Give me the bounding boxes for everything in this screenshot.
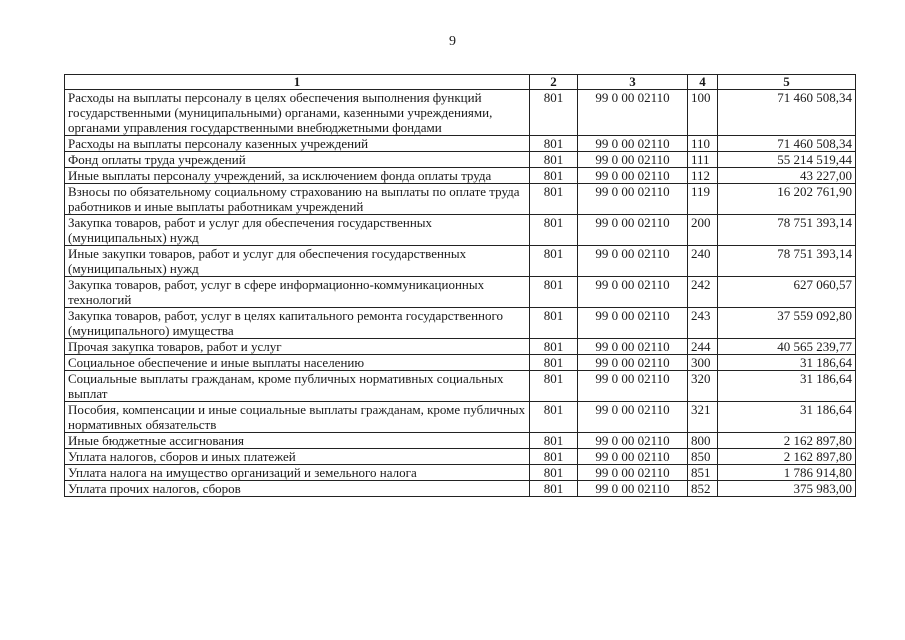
cell-section: 801 [530, 449, 578, 465]
cell-sum: 16 202 761,90 [718, 184, 856, 215]
table-row [65, 308, 856, 339]
cell-sum: 55 214 519,44 [718, 152, 856, 168]
cell-sum: 71 460 508,34 [718, 90, 856, 136]
cell-name: Уплата налогов, сборов и иных платежей [65, 449, 530, 465]
cell-name: Иные бюджетные ассигнования [65, 433, 530, 449]
cell-expense-type: 243 [688, 308, 718, 339]
header-name: 1 [65, 75, 530, 90]
table-row [65, 168, 856, 184]
table-row [65, 465, 856, 481]
cell-name: Закупка товаров, работ, услуг в сфере информационно-коммуникационных технологий [65, 277, 530, 308]
cell-sum: 31 186,64 [718, 355, 856, 371]
cell-target-code: 99 0 00 02110 [578, 481, 688, 497]
cell-target-code: 99 0 00 02110 [578, 90, 688, 136]
cell-expense-type: 200 [688, 215, 718, 246]
cell-name: Уплата прочих налогов, сборов [65, 481, 530, 497]
table-row [65, 339, 856, 355]
cell-sum: 2 162 897,80 [718, 449, 856, 465]
cell-sum: 43 227,00 [718, 168, 856, 184]
header-row [65, 75, 856, 90]
table-row [65, 184, 856, 215]
cell-name: Расходы на выплаты персоналу казенных учреждений [65, 136, 530, 152]
cell-target-code: 99 0 00 02110 [578, 355, 688, 371]
cell-name: Иные закупки товаров, работ и услуг для обеспечения государственных (муниципальных) нужд [65, 246, 530, 277]
cell-name: Расходы на выплаты персоналу в целях обеспечения выполнения функций государственными (муниципальными) органами, казенными учреждениями, органами управления государственными внебюджетными фондами [65, 90, 530, 136]
cell-name: Закупка товаров, работ и услуг для обеспечения государственных (муниципальных) нужд [65, 215, 530, 246]
cell-name: Социальное обеспечение и иные выплаты населению [65, 355, 530, 371]
cell-sum: 40 565 239,77 [718, 339, 856, 355]
cell-target-code: 99 0 00 02110 [578, 184, 688, 215]
cell-expense-type: 244 [688, 339, 718, 355]
table-row [65, 136, 856, 152]
table-row [65, 402, 856, 433]
cell-expense-type: 100 [688, 90, 718, 136]
budget-table [64, 74, 856, 497]
cell-sum: 1 786 914,80 [718, 465, 856, 481]
cell-name: Социальные выплаты гражданам, кроме публичных нормативных социальных выплат [65, 371, 530, 402]
header-sum: 5 [718, 75, 856, 90]
table-row [65, 215, 856, 246]
cell-section: 801 [530, 277, 578, 308]
cell-target-code: 99 0 00 02110 [578, 215, 688, 246]
cell-name: Прочая закупка товаров, работ и услуг [65, 339, 530, 355]
cell-section: 801 [530, 433, 578, 449]
cell-target-code: 99 0 00 02110 [578, 308, 688, 339]
cell-name: Иные выплаты персоналу учреждений, за исключением фонда оплаты труда [65, 168, 530, 184]
cell-target-code: 99 0 00 02110 [578, 465, 688, 481]
table-row [65, 277, 856, 308]
cell-section: 801 [530, 152, 578, 168]
cell-expense-type: 850 [688, 449, 718, 465]
cell-target-code: 99 0 00 02110 [578, 152, 688, 168]
table-row [65, 90, 856, 136]
page-number: 9 [449, 34, 456, 49]
cell-section: 801 [530, 371, 578, 402]
cell-section: 801 [530, 215, 578, 246]
cell-target-code: 99 0 00 02110 [578, 449, 688, 465]
table-row [65, 152, 856, 168]
cell-expense-type: 320 [688, 371, 718, 402]
cell-sum: 71 460 508,34 [718, 136, 856, 152]
table-row [65, 371, 856, 402]
cell-section: 801 [530, 168, 578, 184]
cell-target-code: 99 0 00 02110 [578, 433, 688, 449]
header-section: 2 [530, 75, 578, 90]
cell-sum: 375 983,00 [718, 481, 856, 497]
table-row [65, 433, 856, 449]
cell-expense-type: 242 [688, 277, 718, 308]
cell-section: 801 [530, 481, 578, 497]
cell-name: Уплата налога на имущество организаций и земельного налога [65, 465, 530, 481]
cell-target-code: 99 0 00 02110 [578, 168, 688, 184]
cell-expense-type: 111 [688, 152, 718, 168]
cell-expense-type: 852 [688, 481, 718, 497]
cell-expense-type: 110 [688, 136, 718, 152]
cell-expense-type: 321 [688, 402, 718, 433]
table-row [65, 355, 856, 371]
cell-section: 801 [530, 355, 578, 371]
cell-name: Фонд оплаты труда учреждений [65, 152, 530, 168]
cell-expense-type: 112 [688, 168, 718, 184]
cell-target-code: 99 0 00 02110 [578, 277, 688, 308]
cell-section: 801 [530, 246, 578, 277]
cell-sum: 627 060,57 [718, 277, 856, 308]
header-target: 3 [578, 75, 688, 90]
cell-target-code: 99 0 00 02110 [578, 136, 688, 152]
table-row [65, 481, 856, 497]
cell-expense-type: 851 [688, 465, 718, 481]
cell-name: Пособия, компенсации и иные социальные выплаты гражданам, кроме публичных нормативных обязательств [65, 402, 530, 433]
cell-target-code: 99 0 00 02110 [578, 371, 688, 402]
cell-section: 801 [530, 184, 578, 215]
table-row [65, 246, 856, 277]
cell-sum: 2 162 897,80 [718, 433, 856, 449]
cell-target-code: 99 0 00 02110 [578, 246, 688, 277]
cell-section: 801 [530, 402, 578, 433]
cell-section: 801 [530, 465, 578, 481]
cell-target-code: 99 0 00 02110 [578, 339, 688, 355]
cell-section: 801 [530, 136, 578, 152]
cell-sum: 31 186,64 [718, 402, 856, 433]
cell-section: 801 [530, 90, 578, 136]
cell-section: 801 [530, 339, 578, 355]
header-type: 4 [688, 75, 718, 90]
cell-expense-type: 800 [688, 433, 718, 449]
cell-name: Закупка товаров, работ, услуг в целях капитального ремонта государственного (муниципального) имущества [65, 308, 530, 339]
cell-sum: 31 186,64 [718, 371, 856, 402]
cell-expense-type: 240 [688, 246, 718, 277]
cell-section: 801 [530, 308, 578, 339]
cell-sum: 37 559 092,80 [718, 308, 856, 339]
table-body [65, 90, 856, 497]
cell-name: Взносы по обязательному социальному страхованию на выплаты по оплате труда работников и иные выплаты работникам учреждений [65, 184, 530, 215]
cell-expense-type: 300 [688, 355, 718, 371]
cell-sum: 78 751 393,14 [718, 215, 856, 246]
cell-expense-type: 119 [688, 184, 718, 215]
cell-sum: 78 751 393,14 [718, 246, 856, 277]
cell-target-code: 99 0 00 02110 [578, 402, 688, 433]
table-row [65, 449, 856, 465]
